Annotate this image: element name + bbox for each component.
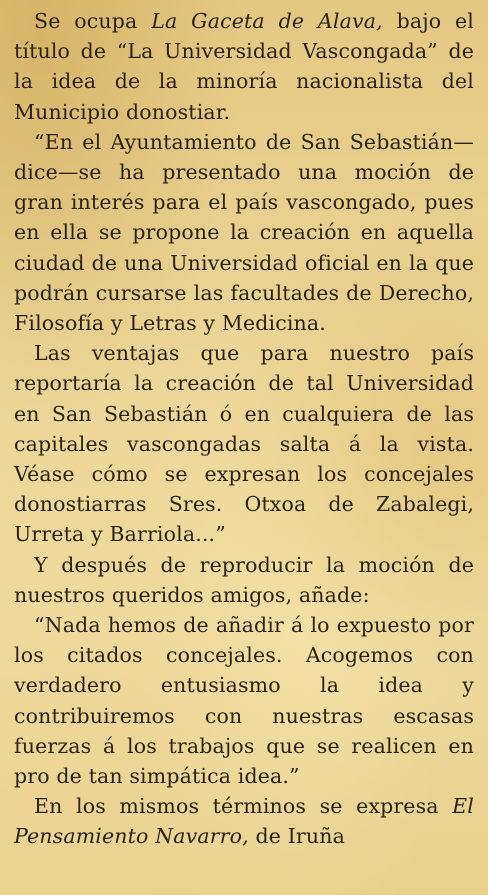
paragraph-quote-advantages: Las ventajas que para nuestro país reportaría la creación de tal Universidad en San Sebastián ó en cualquiera de las capitales vascongadas salta á la vista. Véase cómo se expresan los concejales donostiarras Sres. Otxoa de Zabalegi, Urreta y Barriola...” [14,341,474,547]
paragraph-pensamiento-navarro-rest: de Iruña [248,824,345,849]
paragraph-gaceta-alava [14,6,474,127]
paragraph-pensamiento-navarro [14,791,474,851]
paragraph-gaceta-alava-lead: Se ocupa [34,9,152,33]
article-body [14,6,474,852]
paragraph-pensamiento-navarro-lead: En los mismos términos se expresa [34,794,453,819]
paragraph-gaceta-alava-rest: bajo el título de “La Universidad Vascongada” de la idea de la minoría nacionalista del Municipio donostiar. [14,9,475,124]
paragraph-quote-enthusiasm: “Nada hemos de añadir á lo expuesto por los citados concejales. Acogemos con verdadero entusiasmo la idea y contribuiremos con nuestras escasas fuerzas á los trabajos que se realicen en pro de tan simpática idea.” [14,613,474,789]
paragraph-reproduction: Y después de reproducir la moción de nuestros queridos amigos, añade: [14,552,474,607]
newspaper-name-pensamiento-navarro: El Pensamiento Navarro, [14,794,474,849]
newspaper-name-gaceta-alava: La Gaceta de Alava, [151,9,383,33]
paragraph-quote-motion: “En el Ayuntamiento de San Sebastián—dice—se ha presentado una moción de gran interés para el país vascongado, pues en ella se propone la creación en aquella ciudad de una Universidad oficial en la que podrán cursarse las facultades de Derecho, Filosofía y Letras y Medicina. [14,129,474,336]
